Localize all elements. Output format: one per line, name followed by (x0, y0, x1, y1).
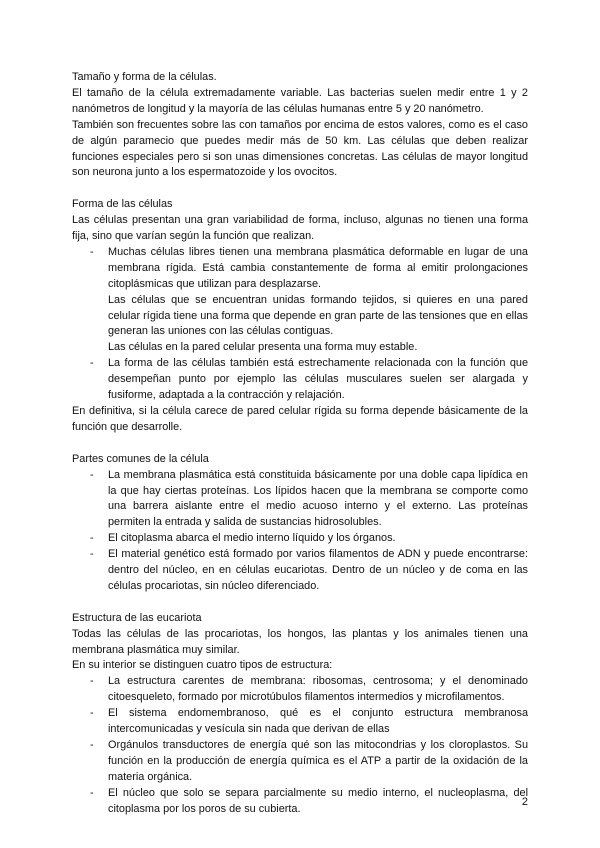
paragraph: Todas las células de las procariotas, los hongos, las plantas y los animales tienen una membrana plasmática muy similar. (72, 627, 528, 656)
list-item-text: - La membrana plasmática está constituida básicamente por una doble capa lipídica en la que hay ciertas proteínas. Los lípidos hacen que la membrana se comporte como una barrera aislante entre el medio acuoso interno y el externo. Las proteínas permiten la entrada y salida de sustancias hidrosolubles. (108, 468, 528, 529)
list-item (72, 356, 528, 404)
bullet-list (72, 468, 528, 595)
page-number: 2 (521, 796, 528, 808)
section-eukaryote-structure (72, 611, 528, 818)
list-item (72, 786, 528, 818)
section-cell-shape (72, 197, 528, 436)
list-item-text: - El sistema endomembranoso, qué es el conjunto estructura membranosa intercomunicadas y vesícula sin nada que derivan de ellas (108, 707, 528, 736)
list-item-text: - El núcleo que solo se separa parcialmente su medio interno, el nucleoplasma, del citoplasma por los poros de su cubierta. (108, 786, 528, 815)
paragraph: También son frecuentes sobre las con tamaños por encima de estos valores, como es el caso de algún paramecio que puedes medir más de 50 km. Las células que deben realizar funciones especiales pero si son unas dimensiones concretas. Las células de mayor longitud son neurona junto a los espermatozoide y los ovocitos. (72, 118, 528, 179)
section-heading: Tamaño y forma de la células. (72, 71, 217, 83)
list-item-text: - El citoplasma abarca el medio interno líquido y los órganos. (108, 532, 396, 545)
list-item-text: Las células en la pared celular presenta una forma muy estable. (108, 341, 418, 354)
document-body (72, 70, 528, 818)
list-item-text: - Orgánulos transductores de energía qué son las mitocondrias y los cloroplastos. Su función en la producción de energía química es el ATP a partir de la oxidación de la materia orgánica. (108, 739, 528, 783)
section-heading: Partes comunes de la célula (72, 452, 209, 465)
section-heading: Forma de las células (72, 198, 173, 211)
list-item (72, 468, 528, 532)
list-item (72, 706, 528, 738)
list-item (72, 245, 528, 356)
list-item (72, 531, 528, 547)
list-item-text: - Muchas células libres tienen una membrana plasmática deformable en lugar de una membrana rígida. Está cambia constantemente de forma al emitir prolongaciones citoplásmicas que utilizan para desplazarse. (108, 245, 528, 290)
paragraph: El tamaño de la célula extremadamente variable. Las bacterias suelen medir entre 1 y 2 nanómetros de longitud y la mayoría de las células humanas entre 5 y 20 nanómetro. (72, 86, 528, 115)
list-item-text: - El material genético está formado por varios filamentos de ADN y puede encontrarse: dentro del núcleo, en en células eucariotas. Dentro de un núcleo y de coma en las células procariotas, sin núcleo diferenciado. (108, 548, 528, 592)
list-item-text: Las células que se encuentran unidas formando tejidos, si quieres en una pared celular rígida tiene una forma que depende en gran parte de las tensiones que en ellas generan las uniones con las células contiguas. (108, 293, 528, 338)
section-common-parts (72, 452, 528, 595)
list-item-text: - La estructura carentes de membrana: ribosomas, centrosoma; y el denominado citoesqueleto, formado por microtúbulos filamentos intermedios y microfilamentos. (108, 675, 528, 704)
list-item (72, 674, 528, 706)
list-item (72, 547, 528, 595)
section-size-shape (72, 70, 528, 181)
paragraph: En su interior se distinguen cuatro tipos de estructura: (72, 659, 333, 672)
bullet-list (72, 674, 528, 817)
list-item (72, 738, 528, 786)
list-item-text: - La forma de las células también está estrechamente relacionada con la función que desempeñan punto por ejemplo las células musculares suelen ser alargada y fusiforme, adaptada a la contracción y relajación. (108, 357, 528, 402)
paragraph: En definitiva, si la célula carece de pared celular rígida su forma depende básicamente de la función que desarrolle. (72, 405, 528, 433)
bullet-list (72, 245, 528, 404)
paragraph: Las células presentan una gran variabilidad de forma, incluso, algunas no tienen una forma fija, sino que varían según la función que realizan. (72, 214, 528, 243)
section-heading: Estructura de las eucariota (72, 611, 202, 624)
